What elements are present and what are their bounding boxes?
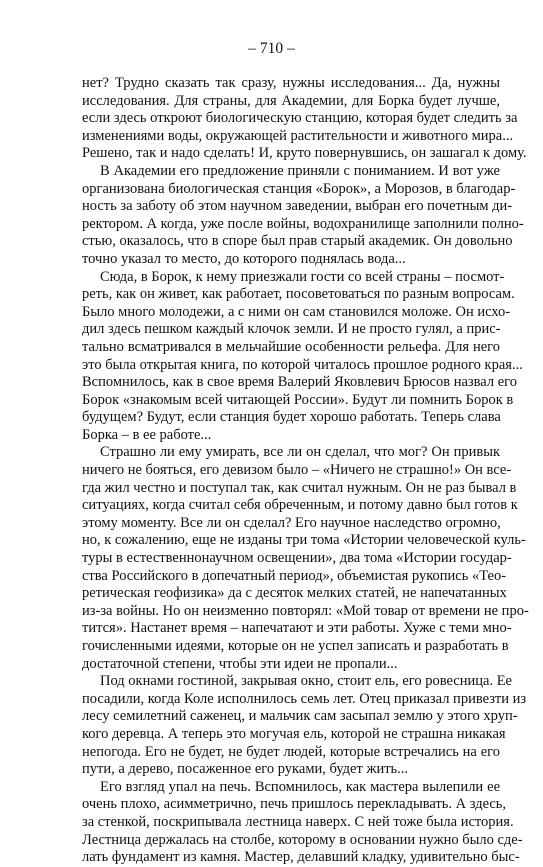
text-line: Борок «знакомым всей читающей России». Будут ли помнить Борок в [82, 391, 514, 408]
page-number: – 710 – [248, 40, 295, 57]
text-line: пути, а дерево, посаженное его руками, будет жить... [82, 761, 409, 778]
paragraph [82, 778, 523, 867]
text-line: если здесь откроют биологическую станцию, которая будет следить за [82, 110, 518, 127]
paragraph [82, 162, 524, 269]
text-line: изменениями воды, окружающей растительности и животного мира... [82, 127, 514, 144]
text-line: будущем? Будут, если станция будет хорошо работать. Теперь слава [82, 409, 501, 426]
text-line: очень плохо, асимметрично, печь пришлось перекладывать. А здесь, [82, 796, 507, 813]
text-line: ситуациях, когда считал себя обреченным, и потому давно был готов к [82, 497, 518, 514]
text-line: тится». Настанет время – напечатают и эти работы. Хуже с теми мно- [82, 620, 512, 637]
text-line: ректором. А когда, уже после войны, водохранилище заполнили полно- [82, 215, 524, 232]
paragraph [82, 673, 527, 779]
text-line: дил здесь пешком каждый клочок земли. И не просто гулял, а прис- [82, 321, 501, 338]
text-line: за стенкой, поскрипывала лестница наверх. С ней тоже была история. [82, 813, 514, 830]
text-line: Лестница держалась на столбе, которому в основании нужно было сде- [82, 831, 523, 848]
text-line: этому моменту. Все ли он сделал? Его научное наследство огромно, [82, 514, 501, 531]
text-line: Страшно ли ему умирать, все ли он сделал, что мог? Он привык [100, 444, 500, 461]
text-line: ничего не бояться, его девизом было – «Ничего не страшно!» Он все- [82, 462, 512, 479]
paragraph [82, 268, 523, 445]
text-body [82, 75, 529, 867]
text-line: непогода. Его не будет, не будет людей, которые встречались на его [82, 743, 500, 760]
text-line: но, к сожалению, еще не изданы три тома «Истории человеческой куль- [82, 532, 526, 549]
text-line: стью, оказалось, что в споре был прав старый академик. Он довольно [82, 233, 513, 250]
text-line: из-за войны. Но он неизменно повторял: «Мой товар от времени не про- [82, 602, 529, 619]
text-line: тально всматривался в мельчайшие особенности рельефа. Для него [82, 338, 500, 355]
text-line: ность за заботу об этом научном заведении, выбран его почетным ди- [82, 198, 513, 215]
paragraph [82, 444, 529, 673]
text-line: исследования. Для страны, для Академии, для Борка будет лучше, [82, 92, 500, 109]
text-line: В Академии его предложение приняли с пониманием. И вот уже [100, 162, 500, 179]
text-line: гда жил честно и поступал так, как считал нужным. Он не раз бывал в [82, 479, 517, 496]
text-line: Вспомнилось, как в свое время Валерий Яковлевич Брюсов назвал его [82, 374, 517, 391]
text-line: посадили, когда Коле исполнилось семь лет. Отец приказал привезти из [82, 690, 527, 707]
text-line: точно указал то место, до которого поднялась вода... [82, 250, 406, 267]
paragraph [82, 75, 527, 163]
text-line: ретическая геофизика» да с десяток мелких статей, не напечатанных [82, 585, 507, 602]
text-line: это была открытая книга, по которой читалось прошлое родного края... [82, 356, 523, 373]
text-line: реть, как он живет, как работает, посоветоваться по разным вопросам. [82, 286, 515, 303]
text-line: туры в естественнонаучном освещении», два тома «Истории государ- [82, 550, 512, 567]
text-line: нет? Трудно сказать так сразу, нужны исследования... Да, нужны [82, 75, 500, 91]
text-line: ства Российского в допечатный период», объемистая рукопись «Тео- [82, 567, 507, 584]
text-line: Решено, так и надо сделать! И, круто повернувшись, он зашагал к дому. [82, 145, 527, 162]
text-line: лать фундамент из камня. Мастер, делавший кладку, удивительно быс- [82, 849, 520, 866]
text-line: организована биологическая станция «Борок», а Морозов, в благодар- [82, 180, 516, 197]
text-line: лесу семилетний саженец, и мальчик сам засыпал землю у этого хруп- [82, 708, 518, 725]
text-line: Под окнами гостиной, закрывая окно, стоит ель, его ровесница. Ее [100, 673, 512, 690]
text-line: Было много молодежи, а с ними он сам становился моложе. Он исхо- [82, 303, 511, 320]
text-line: достаточной степени, чтобы эти идеи не пропали... [82, 655, 398, 672]
text-line: Борка – в ее работе... [82, 426, 212, 443]
text-line: гочисленными идеями, которые он не успел записать и разработать в [82, 638, 509, 654]
text-line: Его взгляд упал на печь. Вспомнилось, как мастера вылепили ее [100, 778, 500, 795]
text-line: кого деревца. А теперь это могучая ель, которой не страшна никакая [82, 725, 506, 742]
text-line: Сюда, в Борок, к нему приезжали гости со всей страны – посмот- [100, 268, 505, 285]
